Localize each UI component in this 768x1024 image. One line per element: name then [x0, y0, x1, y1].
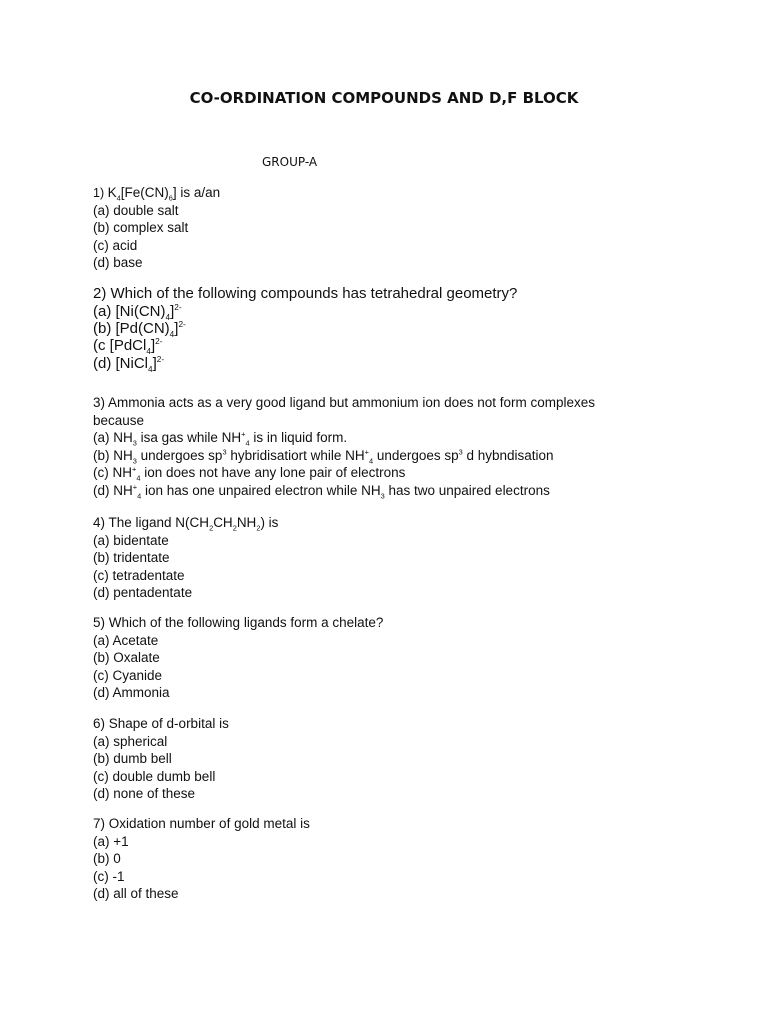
option-a: (a) +1	[93, 833, 129, 849]
option-c: (c) double dumb bell	[93, 768, 216, 784]
question-5-stem: 5) Which of the following ligands form a chelate?	[93, 615, 384, 630]
option-b: (b) complex salt	[93, 220, 189, 236]
question-3-stem-line-2: because	[93, 412, 145, 428]
option-a: (a) Acetate	[93, 632, 159, 648]
option-c: (c [PdCl$_4$]$^{2-}$	[93, 337, 163, 357]
option-b: (b) tridentate	[93, 550, 170, 566]
question-6	[93, 715, 653, 803]
option-c: (c) -1	[93, 868, 125, 884]
option-a: (a) $[Ni(CN)_4]^{2-}$	[93, 303, 182, 322]
option-c: (c) Cyanide	[93, 667, 163, 683]
question-2	[93, 285, 653, 372]
option-b: (b) 0	[93, 851, 121, 867]
question-1	[93, 184, 653, 272]
option-a: (a) spherical	[93, 733, 168, 749]
option-b: (b) $[Pd(CN)_4]^{2-}$	[93, 320, 186, 340]
question-4-stem: 4) The ligand $N(CH_2CH_2NH_2)$ is	[93, 515, 279, 533]
question-2-stem: 2) Which of the following compounds has tetrahedral geometry?	[93, 285, 518, 302]
question-7-stem: 7) Oxidation number of gold metal is	[93, 816, 310, 831]
option-b: (b) dumb bell	[93, 751, 172, 767]
question-1-stem: 1) $K_4[Fe(CN)_6]$ is a/an	[93, 185, 221, 203]
question-6-stem: 6) Shape of d-orbital is	[93, 716, 229, 731]
option-a: (a) double salt	[93, 202, 179, 218]
option-d: (d) $NH^+_4$ ion has one unpaired electron while $NH_3$ has two unpaired electrons	[93, 482, 550, 501]
question-3	[93, 394, 693, 500]
option-d: (d) none of these	[93, 786, 196, 802]
option-b: (b) $NH_3$ undergoes $sp^3$ hybridisatiort while $NH^+_4$ undergoes $sp^3$ d hybndisation	[93, 447, 554, 466]
option-d: (d) all of these	[93, 886, 179, 902]
question-4	[93, 514, 653, 602]
option-a: (a) $NH_3$ isa gas while $NH^+_4$ is in liquid form.	[93, 429, 348, 448]
option-c: (c) tetradentate	[93, 567, 185, 583]
page-title: CO-ORDINATION COMPOUNDS AND D,F BLOCK	[189, 89, 579, 107]
option-c: (c) acid	[93, 237, 138, 253]
option-d: (d) Ammonia	[93, 685, 170, 701]
option-d: (d) [NiCl$_4$]$^{2-}$	[93, 354, 165, 374]
question-7	[93, 815, 653, 903]
option-d: (d) base	[93, 255, 143, 271]
option-d: (d) pentadentate	[93, 585, 193, 601]
question-3-stem-line-1: 3) Ammonia acts as a very good ligand but ammonium ion does not form complexes	[93, 395, 595, 410]
option-a: (a) bidentate	[93, 532, 169, 548]
group-heading: GROUP-A	[262, 155, 318, 169]
question-5	[93, 614, 653, 702]
option-c: (c) $NH^+_4$ ion does not have any lone pair of electrons	[93, 464, 406, 484]
option-b: (b) Oxalate	[93, 650, 160, 666]
